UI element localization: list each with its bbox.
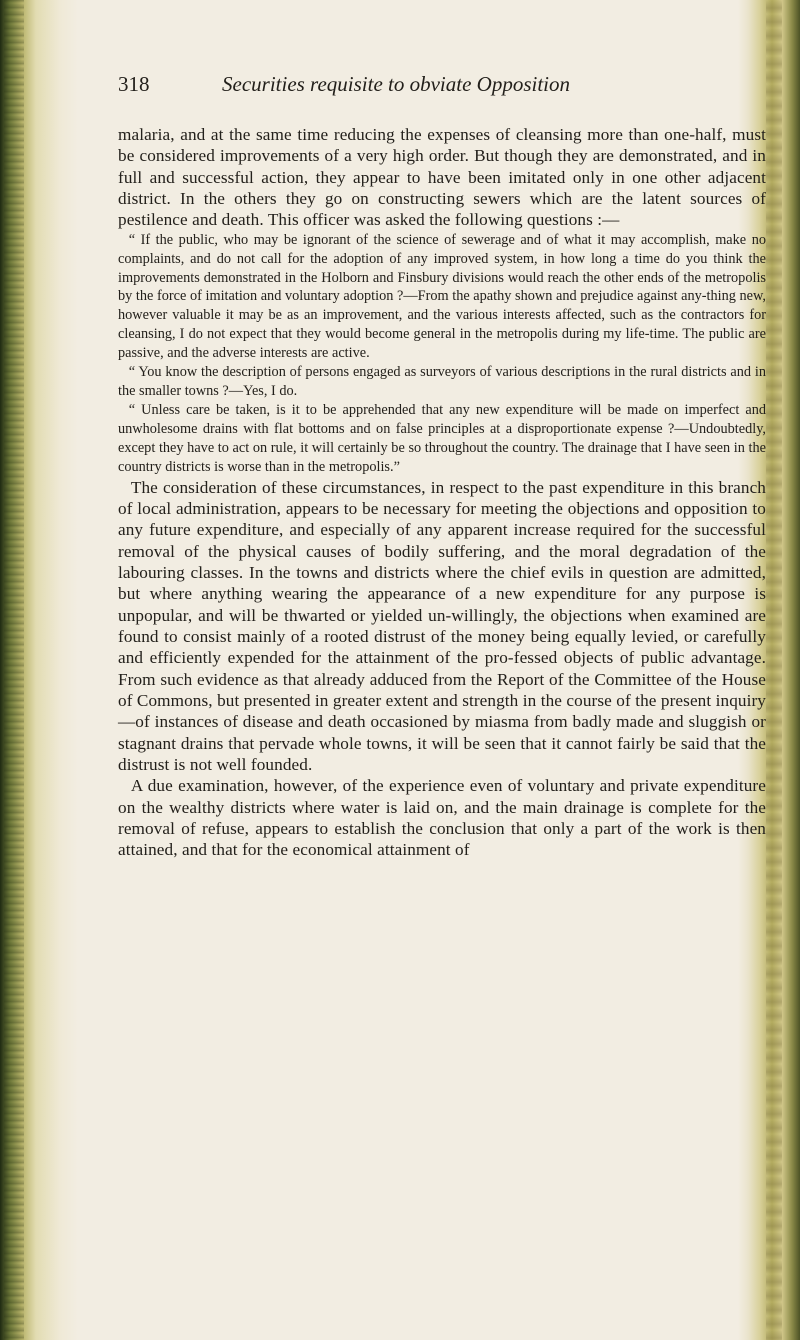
paragraph: The consideration of these circumstances, in respect to the past expenditure in this branch of local administration, appears to be necessary for meeting the objections and opposition to any future expenditure, and especially of any apparent increase required for the successful removal of the physical causes of bodily suffering, and the moral degradation of the labouring classes. In the towns and districts where the chief evils in question are admitted, but where anything wearing the appearance of a new expenditure for any purpose is unpopular, and will be thwarted or yielded un-willingly, the objections when examined are found to consist mainly of a rooted distrust of the money being equally levied, or carefully and efficiently expended for the attainment of the pro-fessed objects of public advantage. From such evidence as that already adduced from the Report of the Committee of the House of Commons, but presented in greater extent and strength in the course of the present inquiry—of instances of disease and death occasioned by miasma from badly made and sluggish or stagnant drains that pervade whole towns, it will be seen that it cannot fairly be said that the distrust is not well founded.: [118, 477, 766, 774]
running-title: Securities requisite to obviate Opposition: [222, 72, 571, 96]
quoted-evidence-paragraph: “ Unless care be taken, is it to be apprehended that any new expenditure will be made on imperfect and unwholesome drains with flat bottoms and on false principles at a disproportionate expense ?—Undoubtedly, except they have to act on rule, it will certainly be so throughout the country. The drainage that I have seen in the country districts is worse than in the metropolis.”: [118, 401, 766, 475]
running-head: [118, 72, 766, 108]
paragraph: A due examination, however, of the experience even of voluntary and private expenditure on the wealthy districts where water is laid on, and the main drainage is complete for the removal of refuse, appears to establish the conclusion that only a part of the work is then attained, and that for the economical attainment of: [118, 776, 766, 860]
book-spine-shadow: [0, 0, 78, 1340]
book-page: [118, 72, 766, 861]
page-number: 318: [118, 72, 150, 96]
body-text: [118, 124, 766, 861]
quoted-evidence-paragraph: “ You know the description of persons engaged as surveyors of various descriptions in the rural districts and in the smaller towns ?—Yes, I do.: [118, 364, 766, 399]
paragraph: malaria, and at the same time reducing the expenses of cleansing more than one-half, must be considered improvements of a very high order. But though they are demonstrated, and in full and successful action, they appear to have been imitated only in one other adjacent district. In the others they go on constructing sewers which are the latent sources of pestilence and death. This officer was asked the following questions :—: [118, 125, 766, 230]
quoted-evidence-paragraph: “ If the public, who may be ignorant of the science of sewerage and of what it may accomplish, make no complaints, and do not call for the adoption of any improved system, in how long a time do you think the improvements demonstrated in the Holborn and Finsbury divisions would reach the other ends of the metropolis by the force of imitation and voluntary adoption ?—From the apathy shown and prejudice against any-thing new, however valuable it may be as an improvement, and the various interests affected, such as the contractors for cleansing, I do not expect that they would become general in the metropolis during my life-time. The public are passive, and the adverse interests are active.: [118, 231, 766, 362]
